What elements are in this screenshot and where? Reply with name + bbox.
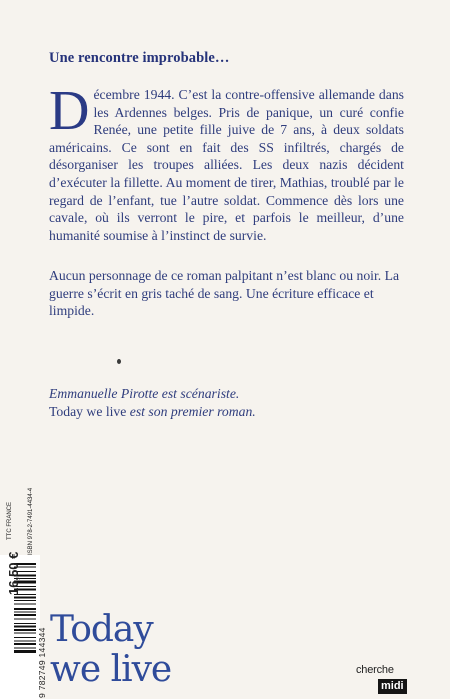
book-title-line-1: Today bbox=[50, 609, 153, 650]
author-line: Emmanuelle Pirotte est scénariste. bbox=[49, 386, 240, 401]
book-title bbox=[50, 610, 171, 690]
first-novel-text: est son premier roman. bbox=[126, 403, 256, 419]
isbn: ISBN 978-2-7491-4434-4 bbox=[28, 487, 34, 555]
publisher-name-bottom: midi bbox=[378, 679, 407, 694]
price: 16,50 € bbox=[6, 551, 21, 595]
drop-cap: D bbox=[49, 80, 90, 142]
book-title-line-2: we live bbox=[50, 649, 172, 690]
publisher-logo bbox=[356, 664, 422, 694]
review-text: Aucun personnage de ce roman palpitant n’est blanc ou noir. La guerre s’écrit en gris taché de sang. Une écriture efficace et limpide. bbox=[49, 268, 400, 319]
ean-number: 9 782749 144344 bbox=[37, 627, 47, 698]
synopsis bbox=[49, 80, 404, 244]
publisher-name-top: cherche bbox=[356, 664, 394, 676]
synopsis-text: écembre 1944. C’est la contre-offensive allemande dans les Ardennes belges. Pris de panique, un curé confie Renée, une petite fille juive de 7 ans, à deux soldats américains. Ce sont en fait des SS infiltrés, chargés de désorganiser les troupes alliées. Les deux nazis décident d’exécuter la fillette. Au moment de tirer, Mathias, troublé par le regard de l’enfant, tue l’autre soldat. Commence dès lors une cavale, où ils verront le pire, et parfois le meilleur, d’une humanité soumise à l’instinct de survie. bbox=[49, 87, 404, 243]
author-note bbox=[49, 385, 409, 421]
bullet-dot bbox=[117, 359, 121, 364]
novel-title-inline: Today we live bbox=[49, 403, 127, 419]
tagline: Une rencontre improbable… bbox=[49, 50, 230, 66]
price-ttc: TTC FRANCE bbox=[7, 502, 13, 540]
first-novel-line bbox=[49, 403, 409, 421]
